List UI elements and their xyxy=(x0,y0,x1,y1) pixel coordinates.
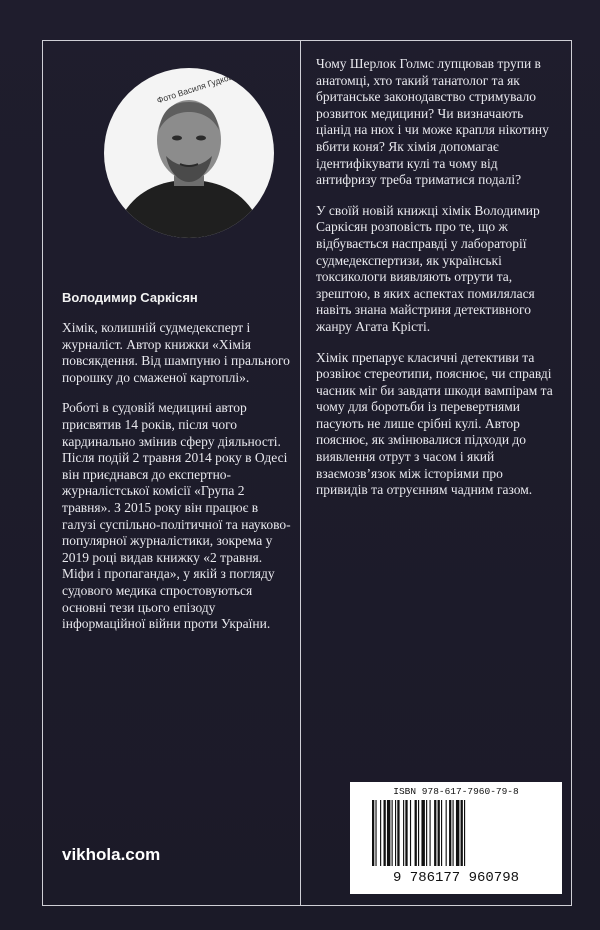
barcode-digits: 9 786177 960798 xyxy=(392,870,520,886)
book-description xyxy=(316,56,556,513)
bio-paragraph: Роботі в судовій медицині автор присвятив 14 років, після чого кардинально змінив сферу діяльності. Після подій 2 травня 2014 року в Одесі він приєднався до експертно-журналістської комісії «Група 2 травня». З 2015 року він працює в галузі суспільно-політичної та науково-популярної журналістики, зокрема у 2019 році видав книжку «2 травня. Міфи і пропаганда», у якій з погляду судового медика спростовуються основні тези цього епізоду інформаційної війни проти України. xyxy=(62,400,291,632)
description-paragraph: У своїй новій книжці хімік Володимир Саркісян розповість про те, що ж відбувається насправді у лабораторії судмедекспертизи, як українські токсикологи виявляють отрути та, зрештою, в яких аспектах помилялася навіть знана майстриня детективного жанру Агата Крісті. xyxy=(316,202,540,334)
photo-credit: Фото Василя Гудкова xyxy=(155,69,239,106)
barcode-bars xyxy=(372,800,544,866)
column-divider xyxy=(300,40,301,906)
description-paragraph: Чому Шерлок Голмс лупцював трупи в анатомці, хто такий танатолог та як британське законодавство стримувало розвиток медицини? Чи визначають ціанід на нюх і чи може крапля нікотину вбити коня? Як хімія допомагає ідентифікувати кулі та чому від антифризу треба триматися подалі? xyxy=(316,56,549,188)
author-bio xyxy=(62,320,292,647)
author-portrait xyxy=(104,68,274,238)
author-name: Володимир Саркісян xyxy=(62,290,198,305)
description-paragraph: Хімік препарує класичні детективи та розвіює стереотипи, пояснює, чи справді часник міг би завдати шкоди вампірам та чому для боротьби із перевертнями пасують не лише срібні кулі. Автор пояснює, як змінювалися підходи до виявлення отрут з часом і який взаємозв’язок між історіями про привидів та отруєнням чадним газом. xyxy=(316,349,553,498)
bio-paragraph: Хімік, колишній судмедексперт і журналіст. Автор книжки «Хімія повсякдення. Від шампуню і прального порошку до смаженої картоплі». xyxy=(62,320,290,385)
isbn-label: ISBN 978-617-7960-79-8 xyxy=(393,786,519,797)
barcode-block xyxy=(350,782,562,894)
publisher-website: vikhola.com xyxy=(62,845,161,864)
